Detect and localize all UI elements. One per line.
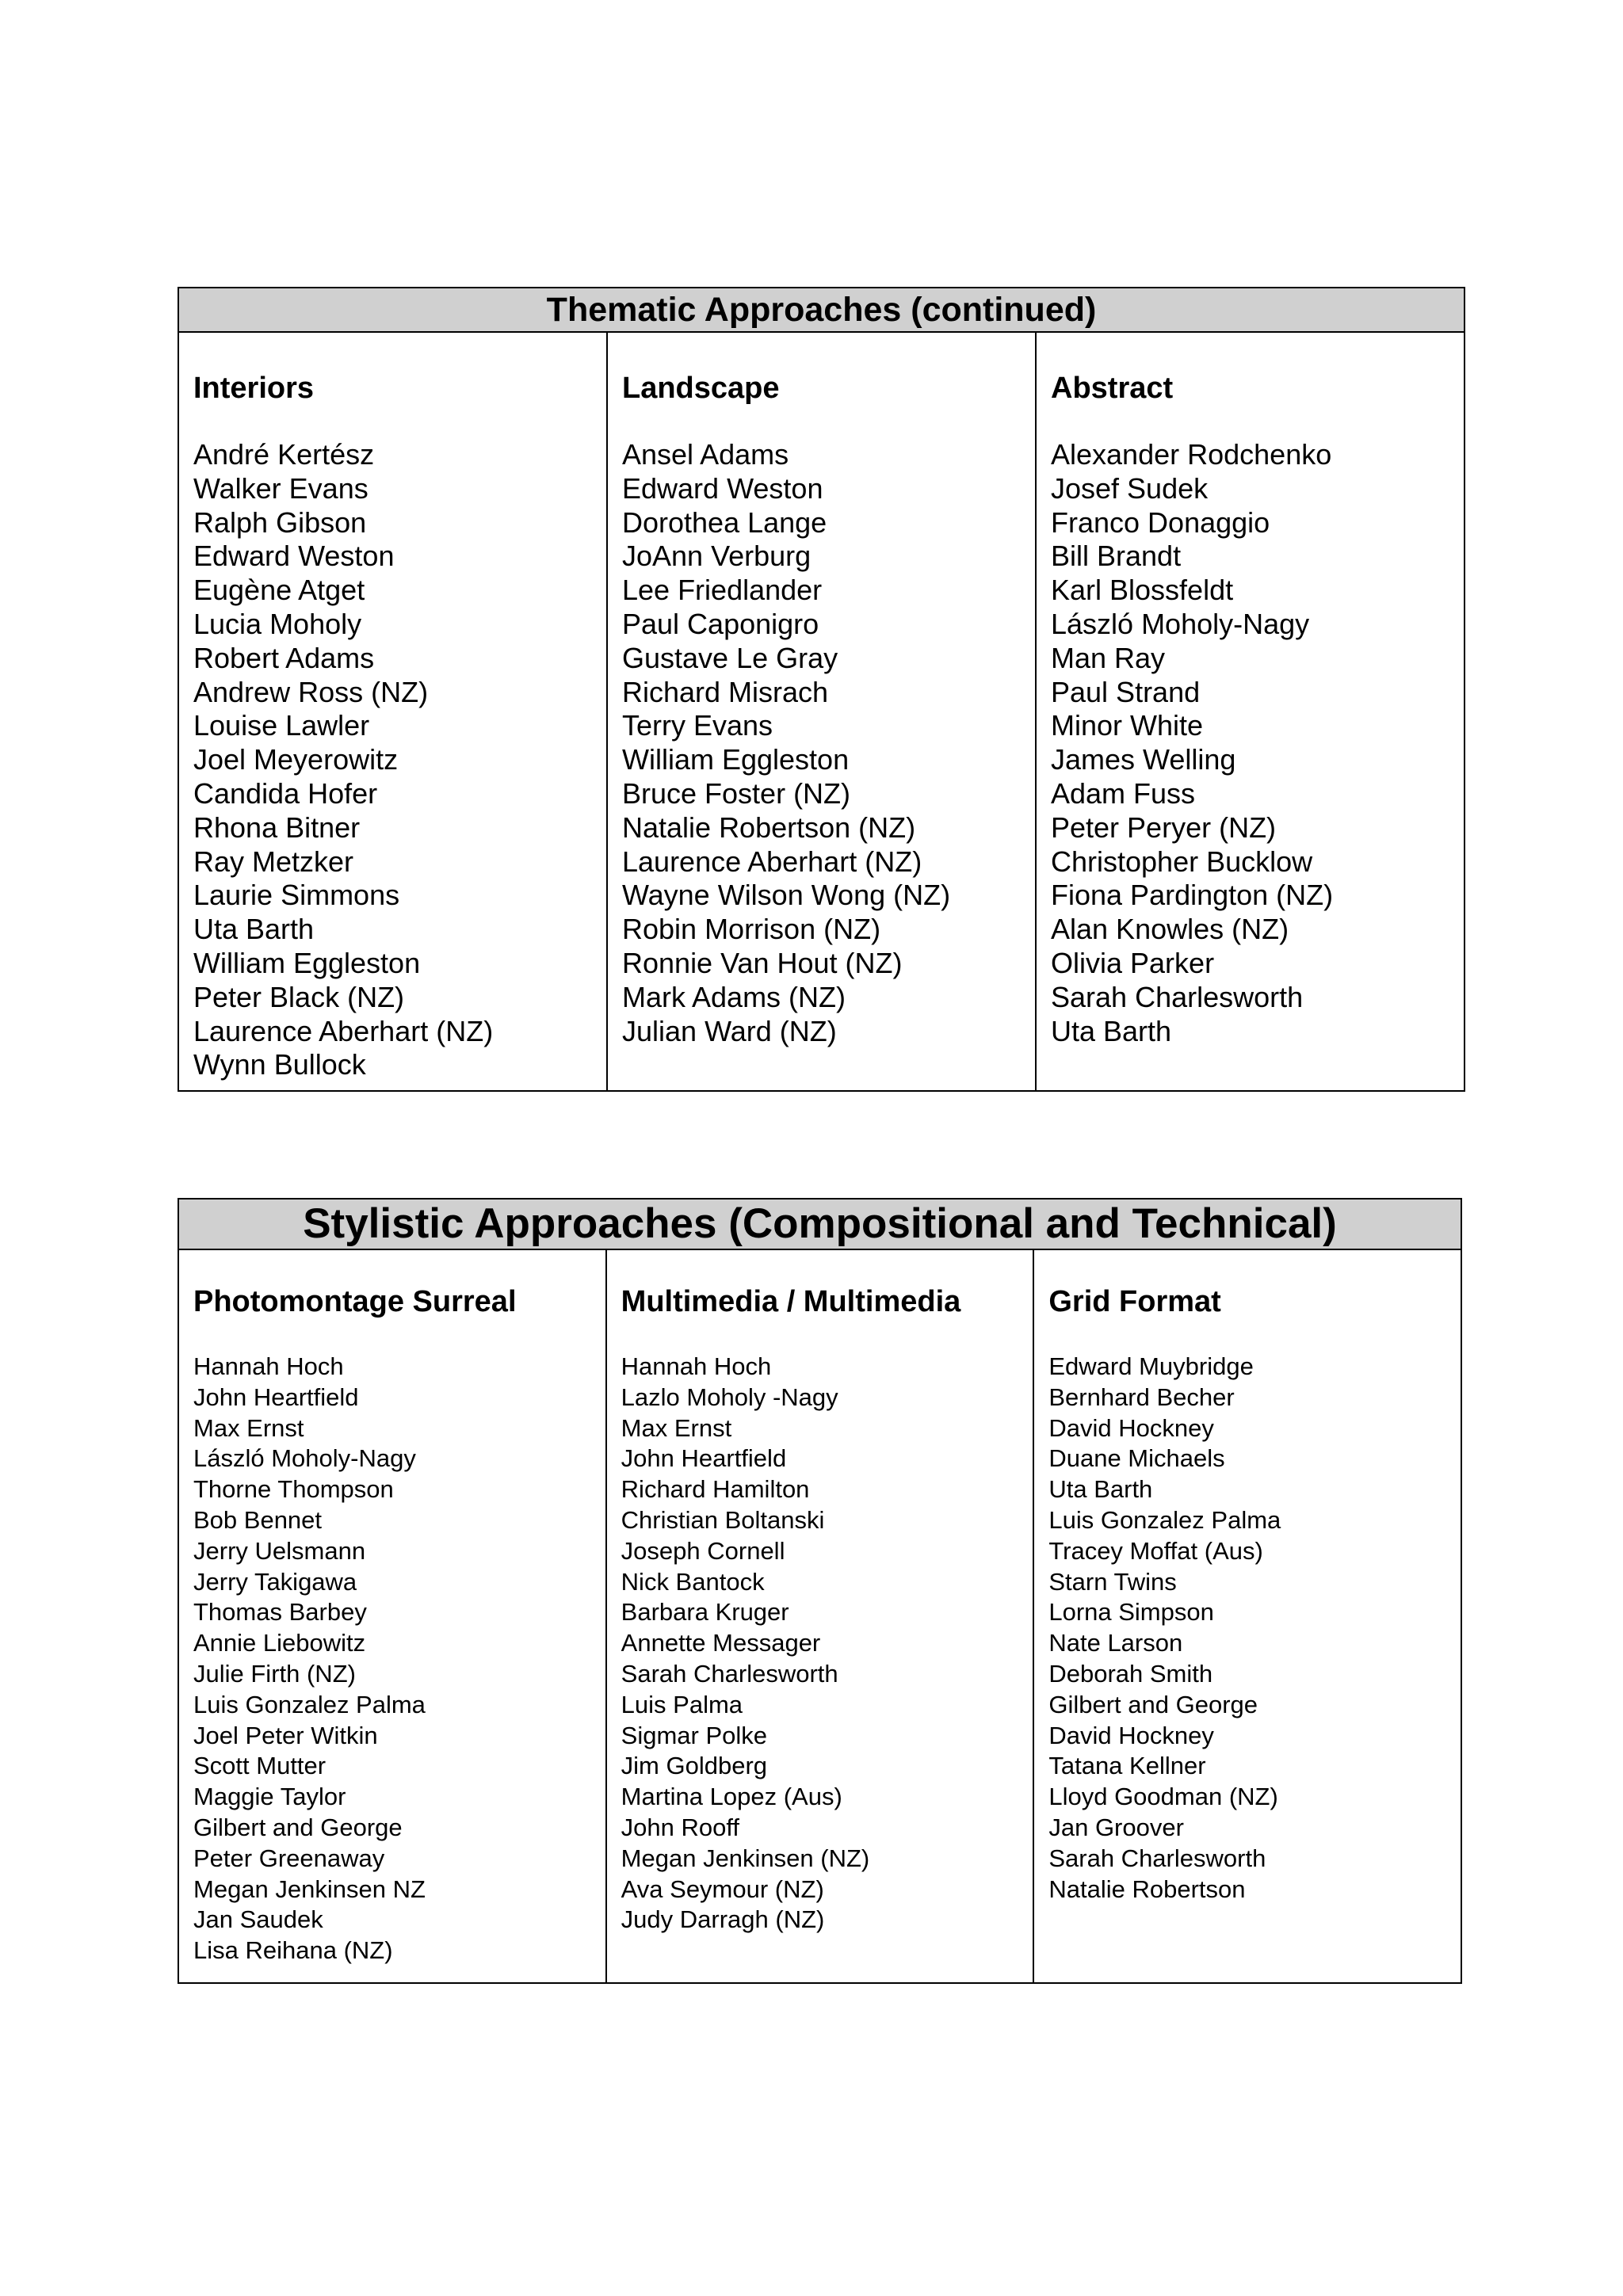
photographer-name: Laurie Simmons bbox=[193, 879, 400, 912]
column-landscape bbox=[608, 333, 1037, 1090]
photographer-name: Martina Lopez (Aus) bbox=[621, 1783, 842, 1811]
photographer-name: Deborah Smith bbox=[1048, 1659, 1213, 1688]
photographer-name: Josef Sudek bbox=[1051, 471, 1209, 505]
photographer-name: Edward Muybridge bbox=[1048, 1352, 1254, 1380]
photographer-name: James Welling bbox=[1051, 743, 1236, 776]
photographer-name: John Rooff bbox=[621, 1813, 740, 1841]
photographer-name: William Eggleston bbox=[193, 946, 421, 979]
photographer-name: Gilbert and George bbox=[193, 1813, 403, 1841]
photographer-name: Judy Darragh (NZ) bbox=[621, 1905, 825, 1934]
thematic-approaches-table bbox=[178, 287, 1465, 1092]
name-list bbox=[1048, 1352, 1454, 1905]
photographer-name: Hannah Hoch bbox=[621, 1352, 772, 1380]
photographer-name: Duane Michaels bbox=[1048, 1444, 1225, 1473]
photographer-name: Lazlo Moholy -Nagy bbox=[621, 1383, 838, 1411]
name-list bbox=[193, 1352, 599, 1966]
photographer-name: Lloyd Goodman (NZ) bbox=[1048, 1783, 1278, 1811]
name-list bbox=[622, 438, 1029, 1048]
photographer-name: Edward Weston bbox=[193, 540, 395, 573]
photographer-name: Franco Donaggio bbox=[1051, 505, 1270, 539]
photographer-name: Natalie Robertson (NZ) bbox=[622, 810, 916, 844]
photographer-name: Sarah Charlesworth bbox=[621, 1659, 838, 1688]
photographer-name: Rhona Bitner bbox=[193, 810, 361, 844]
photographer-name: Robert Adams bbox=[193, 641, 375, 674]
column-heading: Landscape bbox=[622, 372, 780, 405]
photographer-name: Natalie Robertson bbox=[1048, 1875, 1246, 1903]
photographer-name: Uta Barth bbox=[193, 913, 315, 946]
photographer-name: Man Ray bbox=[1051, 641, 1166, 674]
photographer-name: Robin Morrison (NZ) bbox=[622, 913, 881, 946]
photographer-name: Ray Metzker bbox=[193, 845, 354, 878]
column-heading: Abstract bbox=[1051, 372, 1174, 405]
photographer-name: Sigmar Polke bbox=[621, 1721, 768, 1749]
photographer-name: Jan Saudek bbox=[193, 1905, 323, 1934]
photographer-name: Thomas Barbey bbox=[193, 1598, 367, 1627]
photographer-name: Thorne Thompson bbox=[193, 1475, 394, 1504]
photographer-name: Starn Twins bbox=[1048, 1567, 1177, 1596]
column-interiors bbox=[179, 333, 608, 1090]
photographer-name: Jim Goldberg bbox=[621, 1752, 768, 1780]
section-title: Stylistic Approaches (Compositional and Technical) bbox=[179, 1199, 1461, 1250]
photographer-name: Mark Adams (NZ) bbox=[622, 980, 846, 1013]
photographer-name: Sarah Charlesworth bbox=[1048, 1844, 1266, 1872]
photographer-name: Andrew Ross (NZ) bbox=[193, 675, 429, 708]
photographer-name: Lucia Moholy bbox=[193, 607, 362, 640]
photographer-name: Barbara Kruger bbox=[621, 1598, 789, 1627]
column-grid-format bbox=[1034, 1250, 1461, 1982]
photographer-name: Paul Caponigro bbox=[622, 607, 819, 640]
name-list bbox=[193, 438, 600, 1082]
table-columns bbox=[179, 1250, 1461, 1982]
photographer-name: Alexander Rodchenko bbox=[1051, 438, 1332, 471]
photographer-name: William Eggleston bbox=[622, 743, 850, 776]
photographer-name: Hannah Hoch bbox=[193, 1352, 344, 1380]
photographer-name: Luis Palma bbox=[621, 1690, 743, 1718]
photographer-name: David Hockney bbox=[1048, 1413, 1214, 1442]
photographer-name: Fiona Pardington (NZ) bbox=[1051, 879, 1334, 912]
photographer-name: Uta Barth bbox=[1051, 1014, 1172, 1047]
photographer-name: Edward Weston bbox=[622, 471, 823, 505]
photographer-name: Joel Peter Witkin bbox=[193, 1721, 378, 1749]
photographer-name: Lisa Reihana (NZ) bbox=[193, 1936, 393, 1965]
photographer-name: László Moholy-Nagy bbox=[193, 1444, 416, 1473]
photographer-name: Bruce Foster (NZ) bbox=[622, 776, 851, 810]
column-abstract bbox=[1037, 333, 1464, 1090]
photographer-name: Max Ernst bbox=[193, 1413, 304, 1442]
photographer-name: Olivia Parker bbox=[1051, 946, 1215, 979]
photographer-name: John Heartfield bbox=[621, 1444, 787, 1473]
photographer-name: Julian Ward (NZ) bbox=[622, 1014, 837, 1047]
column-heading: Multimedia / Multimedia bbox=[621, 1285, 961, 1318]
photographer-name: Bill Brandt bbox=[1051, 540, 1182, 573]
photographer-name: John Heartfield bbox=[193, 1383, 359, 1411]
photographer-name: Wayne Wilson Wong (NZ) bbox=[622, 879, 951, 912]
photographer-name: Ava Seymour (NZ) bbox=[621, 1875, 824, 1903]
photographer-name: Walker Evans bbox=[193, 471, 369, 505]
photographer-name: Ralph Gibson bbox=[193, 505, 367, 539]
photographer-name: Terry Evans bbox=[622, 709, 773, 742]
photographer-name: Bernhard Becher bbox=[1048, 1383, 1235, 1411]
photographer-name: Maggie Taylor bbox=[193, 1783, 346, 1811]
photographer-name: Scott Mutter bbox=[193, 1752, 327, 1780]
photographer-name: Paul Strand bbox=[1051, 675, 1201, 708]
photographer-name: Megan Jenkinsen NZ bbox=[193, 1875, 426, 1903]
photographer-name: Peter Greenaway bbox=[193, 1844, 385, 1872]
photographer-name: Louise Lawler bbox=[193, 709, 370, 742]
photographer-name: Max Ernst bbox=[621, 1413, 732, 1442]
photographer-name: Ronnie Van Hout (NZ) bbox=[622, 946, 903, 979]
photographer-name: David Hockney bbox=[1048, 1721, 1214, 1749]
photographer-name: Bob Bennet bbox=[193, 1505, 323, 1534]
photographer-name: Alan Knowles (NZ) bbox=[1051, 913, 1289, 946]
photographer-name: Luis Gonzalez Palma bbox=[193, 1690, 426, 1718]
photographer-name: Tatana Kellner bbox=[1048, 1752, 1206, 1780]
column-heading: Grid Format bbox=[1048, 1285, 1221, 1318]
photographer-name: Lorna Simpson bbox=[1048, 1598, 1214, 1627]
photographer-name: Annie Liebowitz bbox=[193, 1629, 366, 1657]
photographer-name: Julie Firth (NZ) bbox=[193, 1659, 356, 1688]
photographer-name: Lee Friedlander bbox=[622, 574, 823, 607]
column-heading: Photomontage Surreal bbox=[193, 1285, 517, 1318]
photographer-name: Megan Jenkinsen (NZ) bbox=[621, 1844, 870, 1872]
photographer-name: Christian Boltanski bbox=[621, 1505, 825, 1534]
stylistic-approaches-table bbox=[178, 1198, 1462, 1984]
photographer-name: Eugène Atget bbox=[193, 574, 365, 607]
photographer-name: Wynn Bullock bbox=[193, 1048, 366, 1081]
name-list bbox=[621, 1352, 1027, 1936]
photographer-name: Nick Bantock bbox=[621, 1567, 765, 1596]
photographer-name: László Moholy-Nagy bbox=[1051, 607, 1310, 640]
photographer-name: Joel Meyerowitz bbox=[193, 743, 399, 776]
photographer-name: Candida Hofer bbox=[193, 776, 378, 810]
photographer-name: JoAnn Verburg bbox=[622, 540, 812, 573]
photographer-name: Christopher Bucklow bbox=[1051, 845, 1313, 878]
photographer-name: Tracey Moffat (Aus) bbox=[1048, 1536, 1263, 1565]
photographer-name: Gustave Le Gray bbox=[622, 641, 838, 674]
photographer-name: Richard Misrach bbox=[622, 675, 829, 708]
photographer-name: Peter Black (NZ) bbox=[193, 980, 405, 1013]
name-list bbox=[1051, 438, 1457, 1048]
photographer-name: Minor White bbox=[1051, 709, 1204, 742]
photographer-name: Ansel Adams bbox=[622, 438, 789, 471]
photographer-name: Dorothea Lange bbox=[622, 505, 827, 539]
photographer-name: Luis Gonzalez Palma bbox=[1048, 1505, 1281, 1534]
photographer-name: Jan Groover bbox=[1048, 1813, 1184, 1841]
section-title: Thematic Approaches (continued) bbox=[179, 288, 1464, 333]
photographer-name: Jerry Takigawa bbox=[193, 1567, 357, 1596]
column-heading: Interiors bbox=[193, 372, 315, 405]
photographer-name: Gilbert and George bbox=[1048, 1690, 1258, 1718]
photographer-name: Karl Blossfeldt bbox=[1051, 574, 1234, 607]
photographer-name: Joseph Cornell bbox=[621, 1536, 785, 1565]
photographer-name: Richard Hamilton bbox=[621, 1475, 810, 1504]
photographer-name: Laurence Aberhart (NZ) bbox=[622, 845, 922, 878]
photographer-name: Uta Barth bbox=[1048, 1475, 1153, 1504]
photographer-name: Annette Messager bbox=[621, 1629, 821, 1657]
photographer-name: Sarah Charlesworth bbox=[1051, 980, 1304, 1013]
photographer-name: Laurence Aberhart (NZ) bbox=[193, 1014, 494, 1047]
column-multimedia bbox=[607, 1250, 1035, 1982]
photographer-name: André Kertész bbox=[193, 438, 375, 471]
photographer-name: Nate Larson bbox=[1048, 1629, 1183, 1657]
photographer-name: Adam Fuss bbox=[1051, 776, 1196, 810]
photographer-name: Peter Peryer (NZ) bbox=[1051, 810, 1277, 844]
table-columns bbox=[179, 333, 1464, 1090]
photographer-name: Jerry Uelsmann bbox=[193, 1536, 366, 1565]
column-photomontage-surreal bbox=[179, 1250, 607, 1982]
